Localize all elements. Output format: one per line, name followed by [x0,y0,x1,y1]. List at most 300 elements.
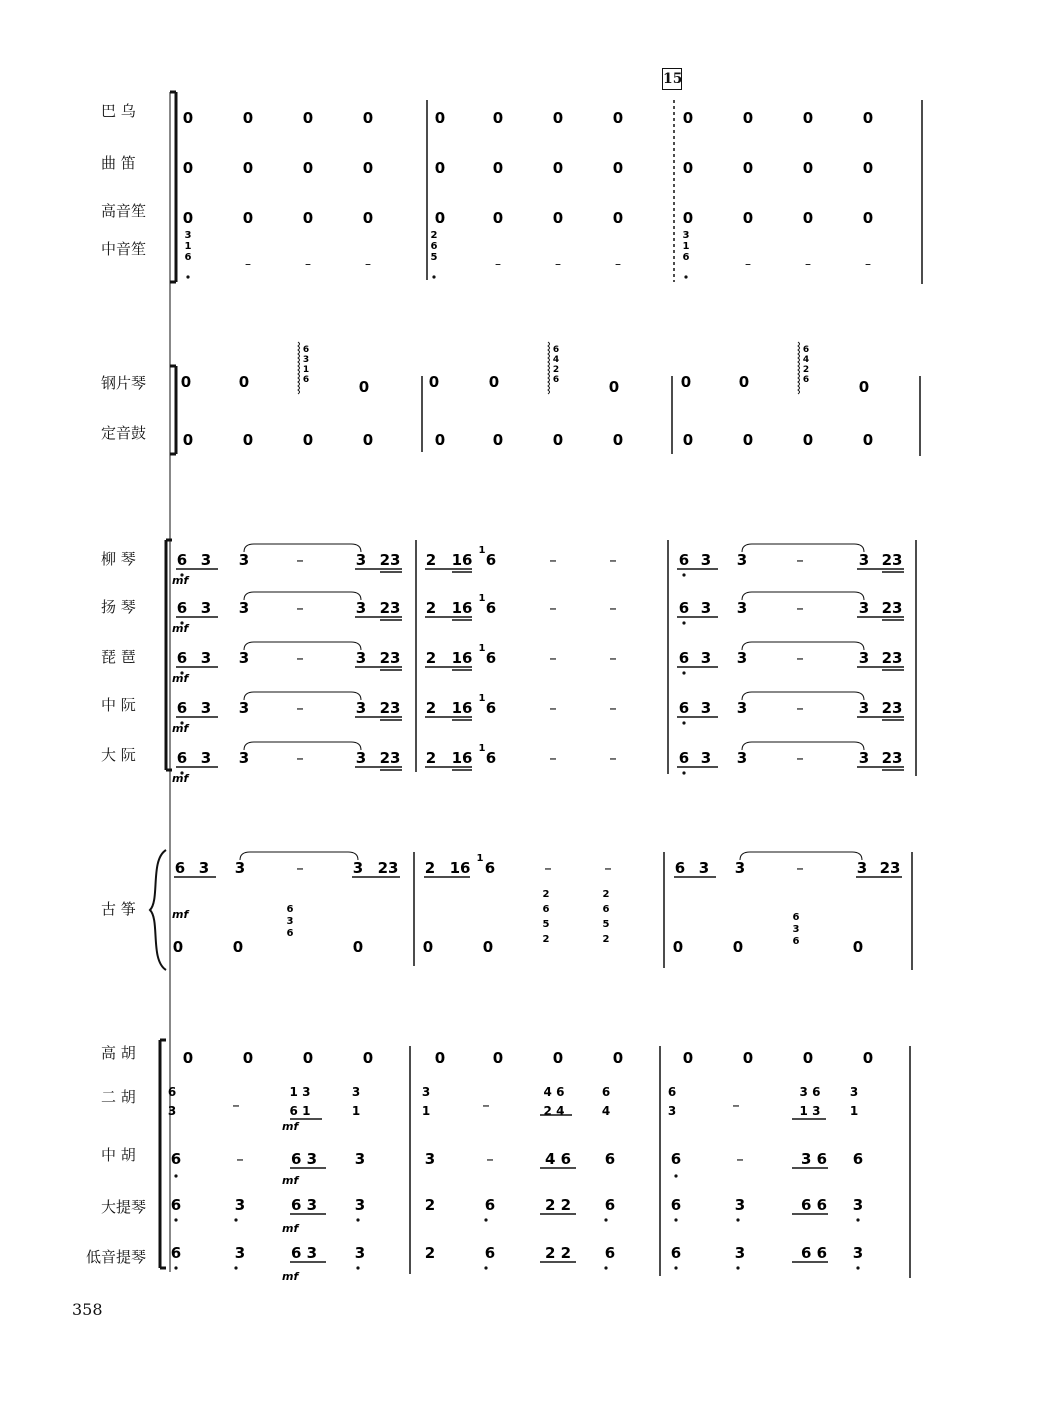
instrument-label: 中音笙 [101,240,147,258]
note: 3 [200,551,212,569]
note: 0 [852,938,864,956]
page-number: 358 [72,1300,103,1319]
chord-note: 6 [286,904,294,915]
note: 3 [700,749,712,767]
instrument-label: 定音鼓 [101,424,147,442]
note: 3 [734,1196,746,1214]
note: 6 [678,749,690,767]
note: – [604,859,612,877]
chord-note: 6 [542,904,550,915]
chord-note: 5 [602,919,610,930]
octave-dot [682,671,685,674]
instrument-label: 扬 琴 [101,598,136,616]
note: 0 [672,938,684,956]
octave-dot [856,1266,859,1269]
rest-note: 0 [182,431,194,449]
octave-dot [432,275,435,278]
note: 3 [700,699,712,717]
dynamic-mf: mf [172,772,189,785]
note: 16 [451,599,473,617]
note: 6 [852,1150,864,1168]
note: 0 [428,373,440,391]
octave-dot [604,1218,607,1221]
rest-note: 0 [862,159,874,177]
note: – [296,859,304,877]
rest-note: 0 [802,209,814,227]
note: 2 [424,859,436,877]
note: 1 [351,1104,361,1118]
note: 3 [700,551,712,569]
sustain-dash: – [365,257,371,271]
rest-note: 0 [492,209,504,227]
note: 6 [170,1150,182,1168]
rest-note: 0 [682,1049,694,1067]
rest-note: 0 [552,159,564,177]
note: – [232,1096,240,1114]
dynamic-mf: mf [282,1270,299,1283]
note: 3 [355,649,367,667]
rest-note: 0 [492,159,504,177]
note: – [486,1150,494,1168]
sustain-dash: – [555,257,561,271]
note: 3 [198,859,210,877]
note: 6 [678,649,690,667]
rest-note: 0 [242,209,254,227]
note: 0 [482,938,494,956]
note: 6 [674,859,686,877]
note: – [609,551,617,569]
note: – [296,699,304,717]
rest-note: 0 [434,1049,446,1067]
note: 23 [881,699,903,717]
rest-note: 0 [742,109,754,127]
arpeggio-note: 4 [552,355,560,365]
instrument-label: 中 胡 [101,1146,136,1164]
rest-note: 0 [434,159,446,177]
rest-note: 0 [492,1049,504,1067]
note: 23 [379,599,401,617]
chord-note: 6 [184,252,192,263]
note: 3 [736,551,748,569]
rest-note: 0 [802,109,814,127]
note: – [296,649,304,667]
note: 3 [355,551,367,569]
note: 3 [238,551,250,569]
note: 3 [667,1104,677,1118]
octave-dot [856,1218,859,1221]
instrument-label: 高 胡 [101,1044,136,1062]
rest-note: 0 [552,209,564,227]
rest-note: 0 [362,1049,374,1067]
note: 6 [176,551,188,569]
note: 0 [180,373,192,391]
note: 3 [852,1196,864,1214]
octave-dot [684,275,687,278]
note: 0 [172,938,184,956]
arpeggio-note: 6 [302,345,310,355]
note: 6 3 [290,1150,318,1168]
dynamic-mf: mf [172,574,189,587]
note: 3 [238,649,250,667]
note: 3 [849,1085,859,1099]
rest-note: 0 [182,159,194,177]
note: 23 [881,551,903,569]
note: 3 [351,1085,361,1099]
sustain-dash: – [495,257,501,271]
dynamic-mf: mf [282,1222,299,1235]
rest-note: 0 [362,209,374,227]
note: 1 [849,1104,859,1118]
note: 2 [425,699,437,717]
note: 2 [424,1244,436,1262]
note: 1 3 [289,1085,311,1099]
grace-note: 1 [478,693,486,704]
note: 16 [451,699,473,717]
arpeggio-note: 6 [802,345,810,355]
note: – [549,551,557,569]
note: 23 [379,699,401,717]
note: 3 6 [799,1085,821,1099]
note: 16 [451,551,473,569]
note: 6 [604,1150,616,1168]
rest-note: 0 [302,159,314,177]
note: 3 [858,599,870,617]
rest-note: 0 [242,159,254,177]
rest-note: 0 [492,431,504,449]
note: 6 [485,649,497,667]
note: 6 [678,699,690,717]
chord-note: 3 [286,916,294,927]
note: 6 [176,699,188,717]
note: 2 2 [544,1196,572,1214]
instrument-label: 低音提琴 [86,1248,147,1266]
note: 3 [238,699,250,717]
grace-note: 1 [478,743,486,754]
note: 23 [379,551,401,569]
note: – [732,1096,740,1114]
rest-note: 0 [242,1049,254,1067]
sustain-dash: – [245,257,251,271]
rest-note: 0 [682,159,694,177]
octave-dot [234,1266,237,1269]
rest-note: 0 [802,431,814,449]
note: 6 3 [290,1196,318,1214]
note: 3 [736,599,748,617]
note: – [549,649,557,667]
rest-note: 0 [612,159,624,177]
arpeggio-sign [298,342,300,394]
note: 3 [355,749,367,767]
rest-note: 0 [362,109,374,127]
note: 3 [736,749,748,767]
rest-note: 0 [552,431,564,449]
note: – [296,749,304,767]
note: 2 [425,749,437,767]
rest-note: 0 [862,209,874,227]
sustain-dash: – [865,257,871,271]
dynamic-mf: mf [172,672,189,685]
note: 4 [601,1104,611,1118]
note: 6 [485,699,497,717]
note: 6 [670,1196,682,1214]
rest-note: 0 [182,1049,194,1067]
note: 3 [734,1244,746,1262]
octave-dot [682,621,685,624]
grace-note: 1 [478,593,486,604]
note: 0 [358,378,370,396]
octave-dot [174,1218,177,1221]
arpeggio-sign [548,342,550,394]
note: 6 [170,1244,182,1262]
octave-dot [174,1174,177,1177]
note: 0 [680,373,692,391]
note: – [482,1096,490,1114]
note: 0 [608,378,620,396]
note: 2 [424,1196,436,1214]
note: 3 [354,1196,366,1214]
note: 0 [352,938,364,956]
octave-dot [674,1218,677,1221]
note: 6 [167,1085,177,1099]
arpeggio-note: 6 [552,375,560,385]
octave-dot [674,1174,677,1177]
instrument-label: 钢片琴 [101,374,147,392]
note: – [549,599,557,617]
note: – [736,1150,744,1168]
note: 2 4 [543,1104,565,1118]
note: 3 [858,749,870,767]
chord-note: 2 [602,934,610,945]
note: 0 [858,378,870,396]
rest-note: 0 [612,431,624,449]
dynamic-mf: mf [282,1174,299,1187]
chord-note: 1 [682,241,690,252]
note: 3 [734,859,746,877]
note: 6 [667,1085,677,1099]
rest-note: 0 [682,431,694,449]
note: 6 [484,859,496,877]
rest-note: 0 [362,431,374,449]
note: 3 [421,1085,431,1099]
chord-note: 5 [542,919,550,930]
note: – [296,551,304,569]
note: 3 [354,1244,366,1262]
rest-note: 0 [182,109,194,127]
note: 3 [700,599,712,617]
instrument-label: 高音笙 [101,202,147,220]
note: 23 [377,859,399,877]
note: – [796,699,804,717]
rest-note: 0 [742,209,754,227]
note: 23 [881,749,903,767]
sustain-dash: – [805,257,811,271]
note: – [796,551,804,569]
note: 0 [232,938,244,956]
note: 3 [856,859,868,877]
note: 3 [167,1104,177,1118]
rehearsal-mark: 15 [662,68,682,90]
rest-note: 0 [742,1049,754,1067]
arpeggio-note: 1 [302,365,310,375]
note: 3 [698,859,710,877]
note: 3 [858,551,870,569]
chord-note: 5 [430,252,438,263]
rest-note: 0 [612,1049,624,1067]
note: – [549,699,557,717]
chord-note: 2 [602,889,610,900]
rest-note: 0 [302,209,314,227]
chord-note: 6 [792,912,800,923]
octave-dot [234,1218,237,1221]
octave-dot [484,1266,487,1269]
arpeggio-note: 4 [802,355,810,365]
instrument-label: 古 筝 [101,900,136,918]
note: 0 [738,373,750,391]
note: 6 [678,551,690,569]
note: – [236,1150,244,1168]
octave-dot [682,771,685,774]
note: 1 3 [799,1104,821,1118]
note: 2 [425,649,437,667]
note: 3 [200,749,212,767]
chord-note: 2 [430,230,438,241]
arpeggio-note: 2 [802,365,810,375]
note: 3 [858,699,870,717]
grace-note: 1 [478,643,486,654]
note: 3 [200,699,212,717]
note: – [796,749,804,767]
note: 6 [176,599,188,617]
instrument-label: 柳 琴 [101,550,136,568]
instrument-label: 巴 乌 [101,102,136,120]
rest-note: 0 [434,109,446,127]
rest-note: 0 [742,159,754,177]
note: 6 [604,1244,616,1262]
note: – [609,749,617,767]
note: 2 [425,599,437,617]
octave-dot [604,1266,607,1269]
note: – [609,599,617,617]
note: 2 [425,551,437,569]
rest-note: 0 [612,209,624,227]
rest-note: 0 [492,109,504,127]
arpeggio-note: 2 [552,365,560,375]
rest-note: 0 [242,431,254,449]
note: 3 [355,699,367,717]
dynamic-mf: mf [172,908,189,921]
octave-dot [174,1266,177,1269]
note: 2 2 [544,1244,572,1262]
rest-note: 0 [802,1049,814,1067]
rest-note: 0 [362,159,374,177]
octave-dot [736,1266,739,1269]
note: 3 [352,859,364,877]
chord-note: 6 [602,904,610,915]
note: 1 [421,1104,431,1118]
note: 0 [488,373,500,391]
note: 3 [354,1150,366,1168]
grace-note: 1 [476,853,484,864]
instrument-label: 曲 笛 [101,154,136,172]
arpeggio-note: 6 [802,375,810,385]
note: 6 [484,1244,496,1262]
notes-layer [168,109,904,1283]
note: 23 [879,859,901,877]
note: 3 [858,649,870,667]
rest-note: 0 [302,1049,314,1067]
note: 3 [852,1244,864,1262]
note: – [544,859,552,877]
instrument-label: 琵 琶 [101,648,136,666]
rest-note: 0 [862,431,874,449]
octave-dot [356,1266,359,1269]
note: 6 3 [290,1244,318,1262]
arpeggio-sign [798,342,800,394]
note: 23 [881,649,903,667]
rest-note: 0 [182,209,194,227]
dynamic-mf: mf [282,1120,299,1133]
rest-note: 0 [862,109,874,127]
note: – [609,699,617,717]
note: 23 [379,749,401,767]
chord-note: 2 [542,934,550,945]
note: – [796,599,804,617]
dynamic-mf: mf [172,622,189,635]
instrument-label: 二 胡 [101,1088,136,1106]
note: 6 [170,1196,182,1214]
chord-note: 2 [542,889,550,900]
note: 0 [422,938,434,956]
note: 6 [670,1150,682,1168]
octave-dot [484,1218,487,1221]
arpeggio-note: 6 [302,375,310,385]
rest-note: 0 [242,109,254,127]
sustain-dash: – [745,257,751,271]
note: 6 [601,1085,611,1099]
chord-note: 3 [792,924,800,935]
note: 3 [238,749,250,767]
note: 6 [678,599,690,617]
rest-note: 0 [302,109,314,127]
note: 3 [700,649,712,667]
note: 0 [732,938,744,956]
rest-note: 0 [434,431,446,449]
rest-note: 0 [862,1049,874,1067]
note: 0 [238,373,250,391]
octave-dot [674,1266,677,1269]
note: 6 6 [800,1244,828,1262]
arpeggio-note: 6 [552,345,560,355]
note: 6 1 [289,1104,311,1118]
note: 4 6 [543,1085,565,1099]
note: 3 [234,859,246,877]
dynamic-mf: mf [172,722,189,735]
note: 3 [355,599,367,617]
note: 6 [174,859,186,877]
rest-note: 0 [302,431,314,449]
instrument-label: 中 阮 [101,696,136,714]
rest-note: 0 [552,1049,564,1067]
note: – [609,649,617,667]
grace-note: 1 [478,545,486,556]
note: 16 [449,859,471,877]
rest-note: 0 [552,109,564,127]
octave-dot [682,721,685,724]
note: 6 [176,749,188,767]
note: – [796,859,804,877]
rest-note: 0 [802,159,814,177]
rest-note: 0 [682,109,694,127]
